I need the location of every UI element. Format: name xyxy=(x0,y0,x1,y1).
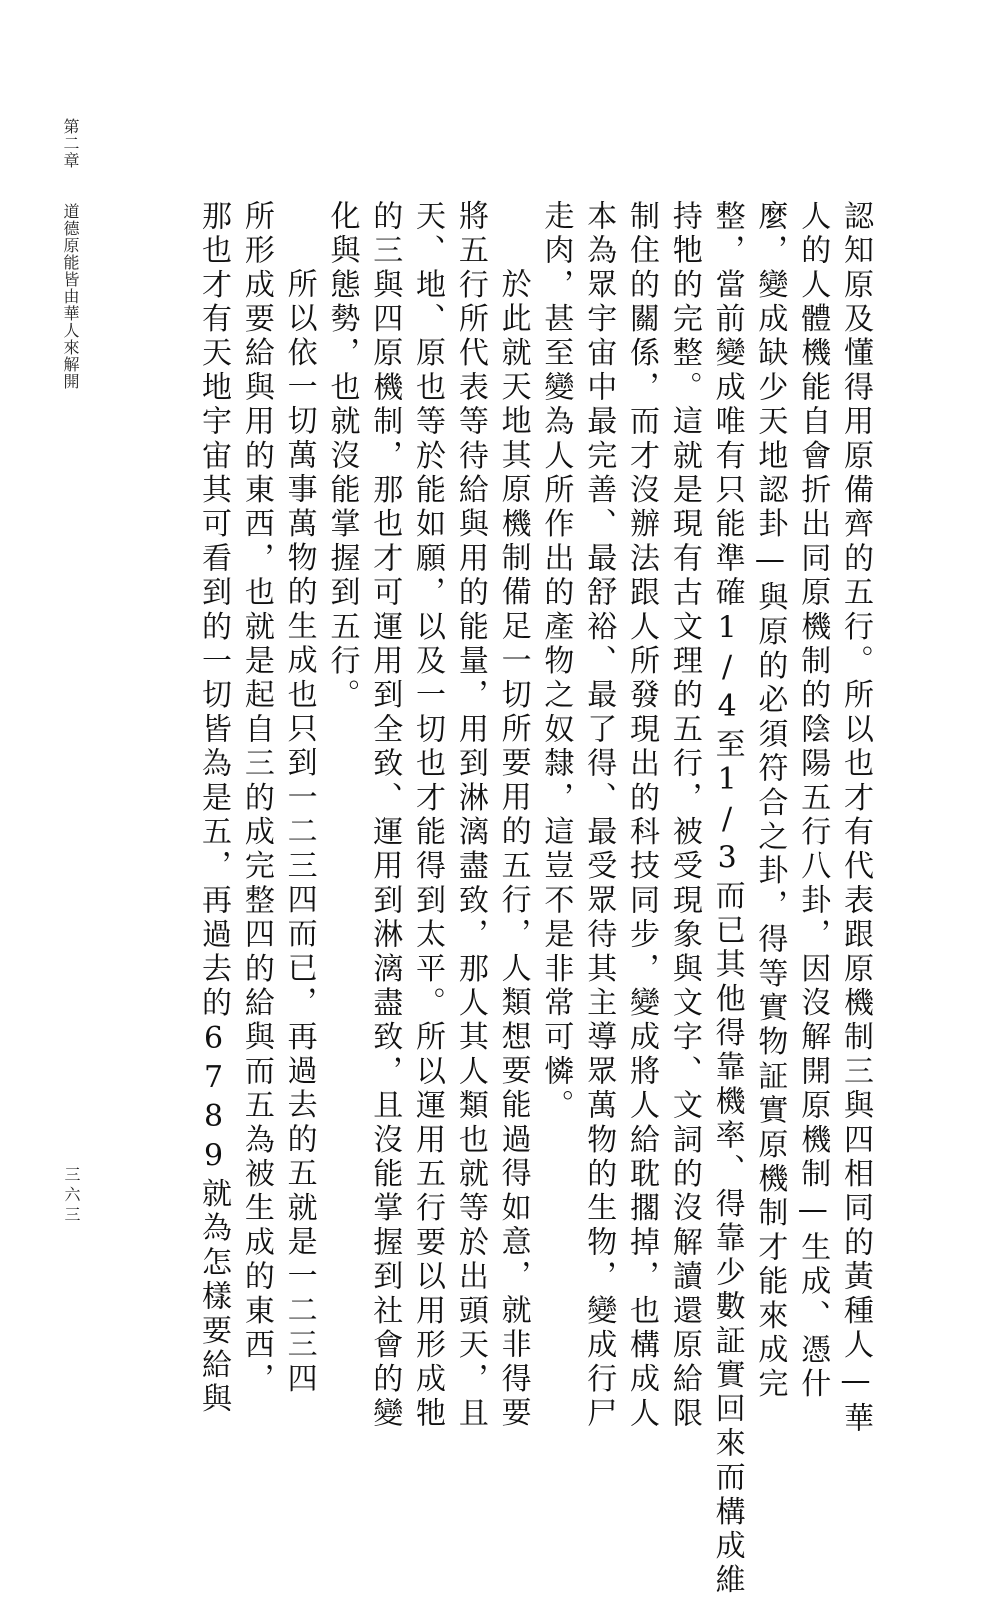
chapter-title: 道德原能皆由華人來解開 xyxy=(61,203,80,390)
text-column: 天、地、原也等於能如願，以及一切也才能得到太平。所以運用五行要以用形成牠 xyxy=(410,200,446,1432)
text-column: 將五行所代表等待給與用的能量，用到淋漓盡致，那人其人類也就等於出頭天，且 xyxy=(452,200,488,1432)
text-column: 整，當前變成唯有只能準確1/4至1/3而已其他得靠機率、得靠少數証實回來而構成維 xyxy=(709,200,745,1598)
text-column: 麼，變成缺少天地認卦—與原的必須符合之卦，得等實物証實原機制才能來成完 xyxy=(752,200,788,1402)
text-column: 所形成要給與用的東西，也就是起自三的成完整四的給與而五為被生成的東西， xyxy=(238,200,274,1397)
text-column: 那也才有天地宇宙其可看到的一切皆為是五，再過去的6789就為怎樣要給與 xyxy=(196,200,232,1417)
text-column: 走肉，甚至變為人所作出的產物之奴隸，這豈不是非常可憐。 xyxy=(538,200,574,1124)
body-text xyxy=(191,200,876,1598)
text-column: 持牠的完整。這就是現有古文理的五行，被受現象與文字、文詞的沒解讀還原給限 xyxy=(666,200,702,1432)
text-column: 的三與四原機制，那也才可運用到全致、運用到淋漓盡致，且沒能掌握到社會的變 xyxy=(367,200,403,1432)
text-column: 認知原及懂得用原備齊的五行。所以也才有代表跟原機制三與四相同的黃種人—華 xyxy=(838,200,873,1437)
text-column: 人的人體機能自會折出同原機制的陰陽五行八卦，因沒解開原機制—生成、憑什 xyxy=(795,200,831,1402)
text-column: 本為眾宇宙中最完善、最舒裕、最了得、最受眾待其主導眾萬物的生物，變成行尸 xyxy=(581,200,617,1432)
page-number: 三六三 xyxy=(62,1166,81,1226)
text-column: 制住的關係，而才沒辦法跟人所發現出的科技同步，變成將人給耽擱掉，也構成人 xyxy=(624,200,660,1432)
text-column: 於此就天地其原機制備足一切所要用的五行，人類想要能過得如意，就非得要 xyxy=(495,268,531,1431)
text-column: 所以依一切萬事萬物的生成也只到一二三四而已，再過去的五就是一二三四 xyxy=(281,268,317,1397)
chapter-label: 第二章 xyxy=(61,118,80,169)
text-column: 化與態勢，也就沒能掌握到五行。 xyxy=(324,200,360,713)
running-header xyxy=(60,118,80,390)
